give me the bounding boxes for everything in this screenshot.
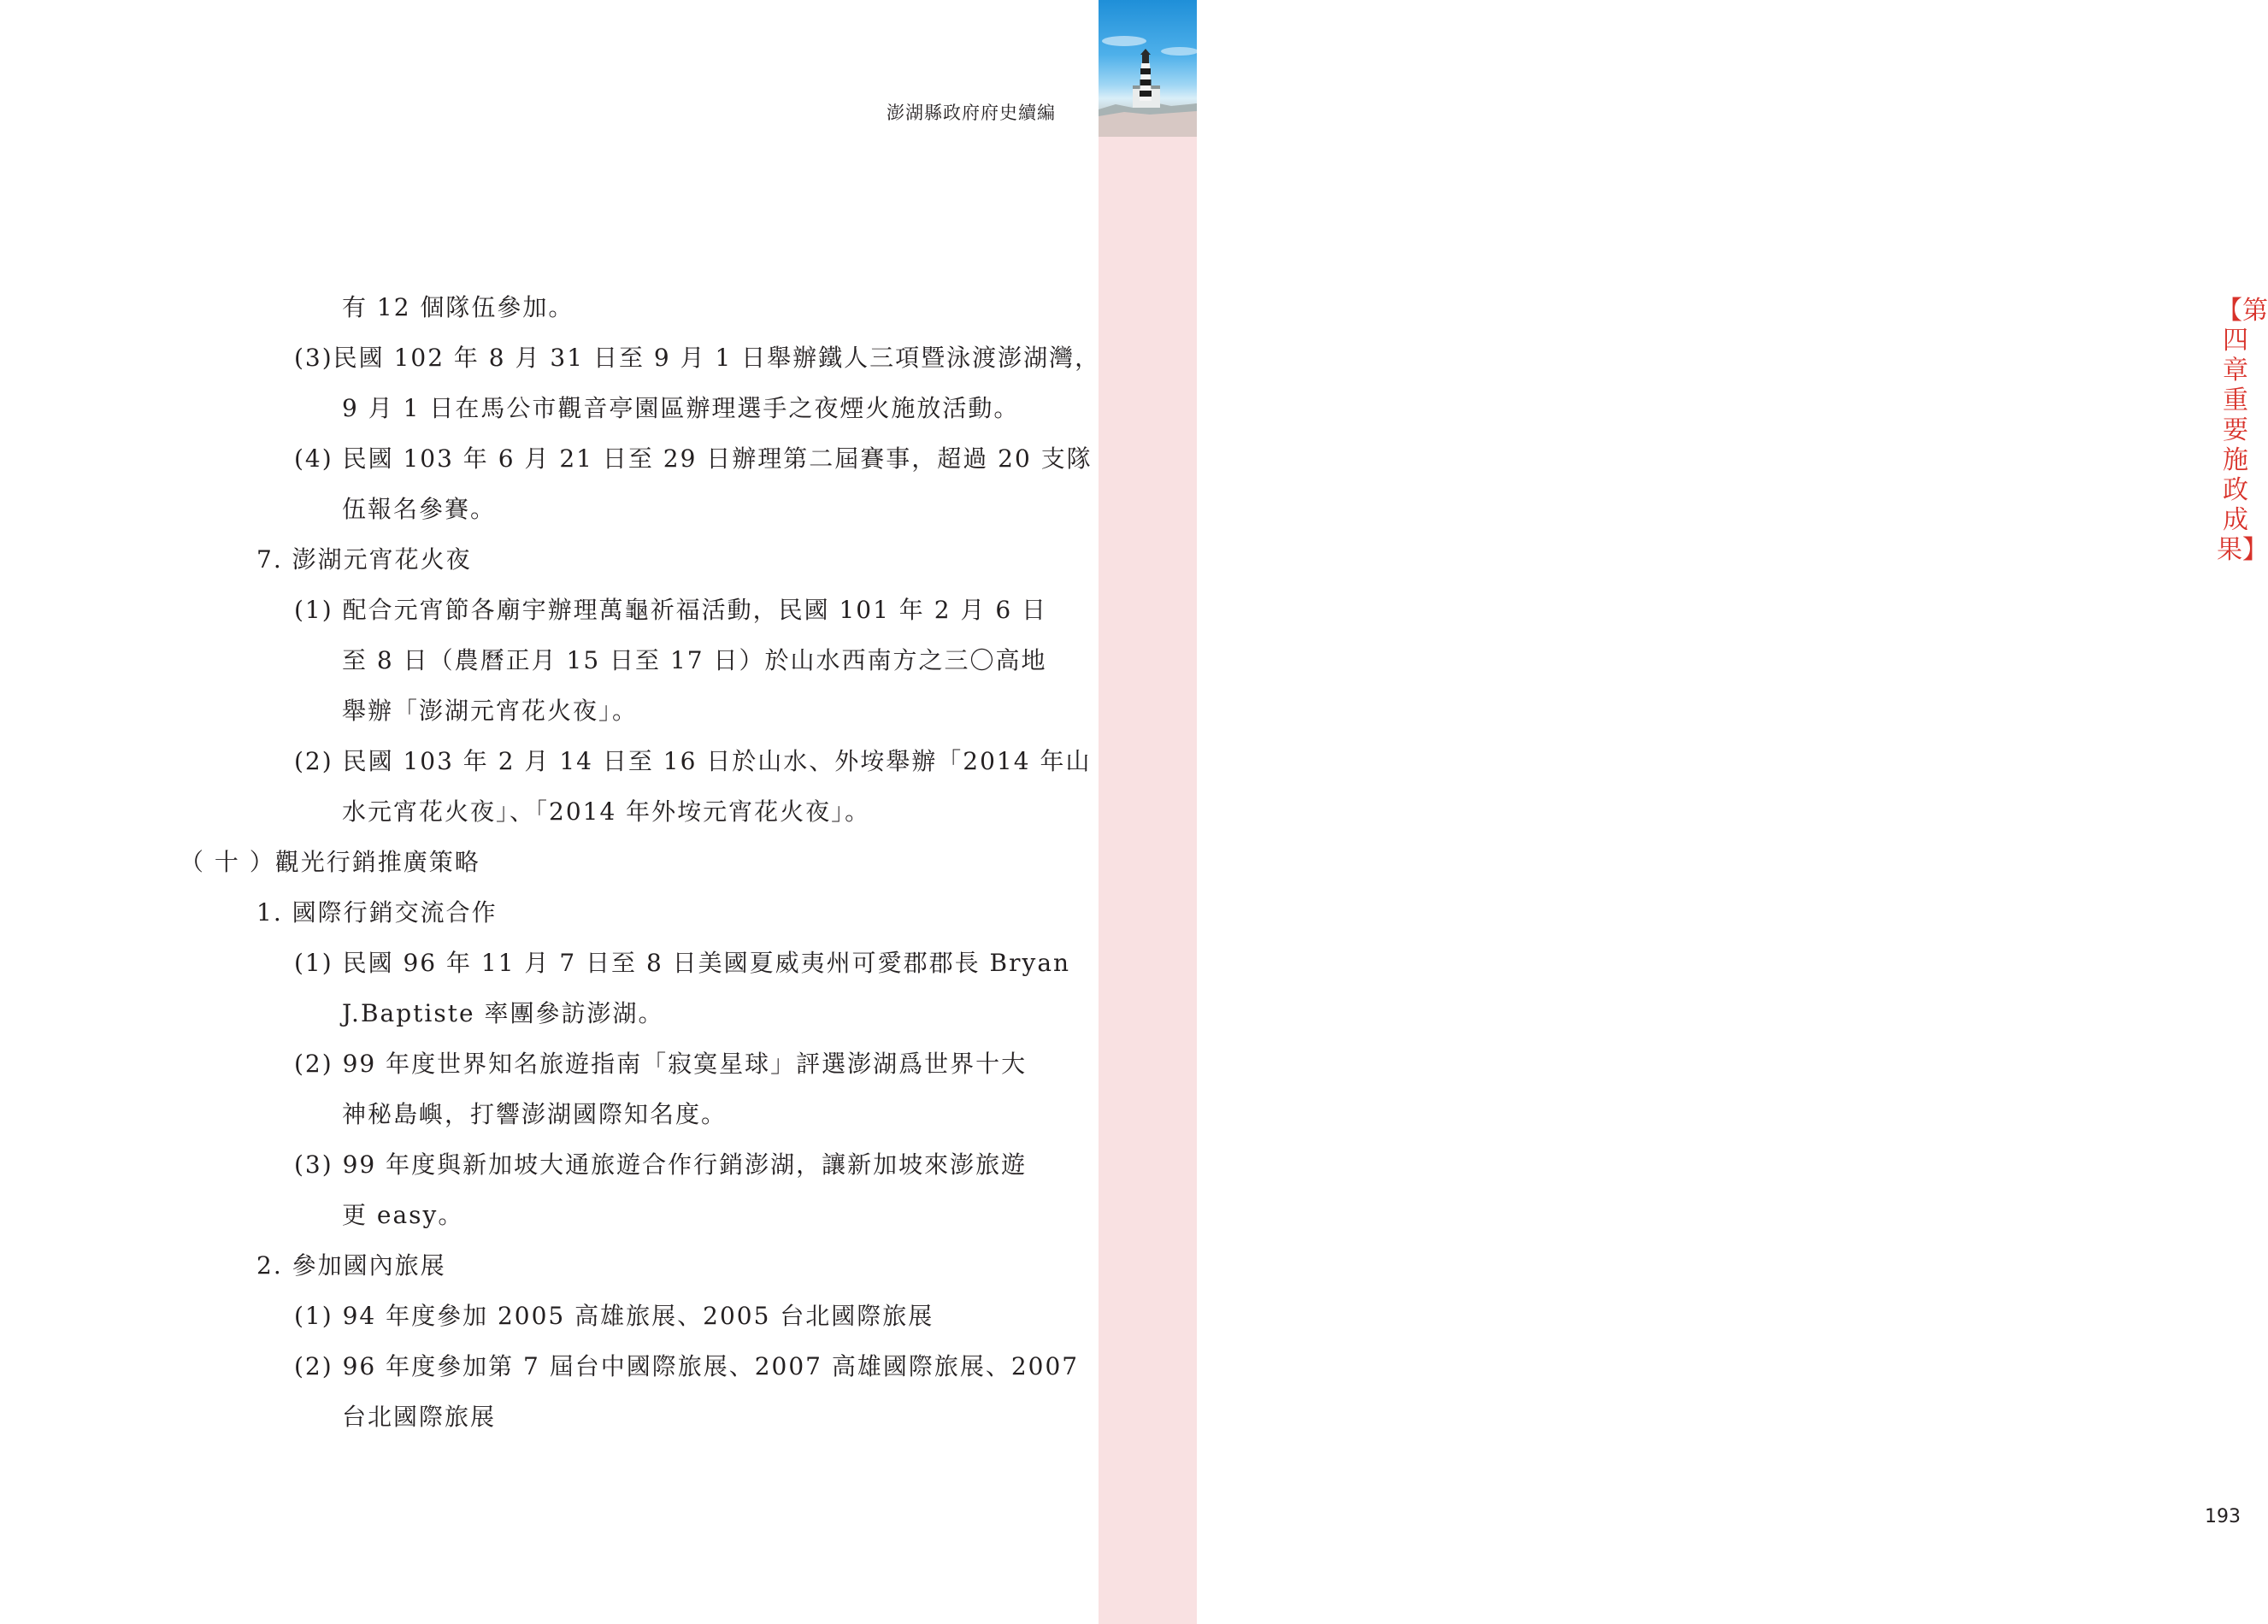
body-line: 有 12 個隊伍參加。 — [342, 293, 574, 321]
body-line: J.Baptiste 率團參訪澎湖。 — [342, 999, 664, 1027]
body-line: (1) 配合元宵節各廟宇辦理萬龜祈福活動，民國 101 年 2 月 6 日 — [294, 596, 1048, 624]
page-number: 193 — [2205, 1506, 2241, 1527]
body-line: (3)民國 102 年 8 月 31 日至 9 月 1 日舉辦鐵人三項暨泳渡澎湖灣， — [294, 344, 1101, 372]
page-body — [0, 0, 1099, 1624]
lighthouse-image — [1099, 0, 1197, 137]
body-line: 台北國際旅展 — [342, 1403, 497, 1431]
lighthouse-photo — [1099, 0, 1197, 137]
body-line: (1) 94 年度參加 2005 高雄旅展、2005 台北國際旅展 — [294, 1302, 934, 1330]
chapter-side-strip — [1099, 0, 2268, 1624]
chapter-section-heading: （ 十 ）觀光行銷推廣策略 — [180, 848, 480, 876]
body-line: (2) 民國 103 年 2 月 14 日至 16 日於山水、外垵舉辦「2014 年山 — [294, 747, 1092, 775]
body-line: 至 8 日（農曆正月 15 日至 17 日）於山水西南方之三〇高地 — [342, 646, 1047, 674]
section-heading: 2. 參加國內旅展 — [256, 1251, 446, 1280]
body-line: (4) 民國 103 年 6 月 21 日至 29 日辦理第二屆賽事，超過 20 支隊 — [294, 444, 1093, 473]
body-line: (1) 民國 96 年 11 月 7 日至 8 日美國夏威夷州可愛郡郡長 Bryan — [294, 949, 1071, 977]
running-header-title: 澎湖縣政府府史續編 — [887, 103, 1056, 123]
section-heading: 7. 澎湖元宵花火夜 — [256, 545, 472, 574]
body-line: (2) 96 年度參加第 7 屆台中國際旅展、2007 高雄國際旅展、2007 — [294, 1352, 1080, 1380]
section-heading: 1. 國際行銷交流合作 — [256, 898, 498, 927]
body-line: 9 月 1 日在馬公市觀音亭園區辦理選手之夜煙火施放活動。 — [342, 394, 1020, 422]
body-line: 伍報名參賽。 — [342, 495, 497, 523]
body-line: 舉辦「澎湖元宵花火夜」。 — [342, 697, 639, 725]
chapter-tab-label: 【第四章 重要施政成果】 — [2217, 296, 2268, 565]
body-line: 神秘島嶼，打響澎湖國際知名度。 — [342, 1100, 728, 1128]
body-line: (3) 99 年度與新加坡大通旅遊合作行銷澎湖，讓新加坡來澎旅遊 — [294, 1150, 1028, 1179]
body-line: 水元宵花火夜」、「2014 年外垵元宵花火夜」。 — [342, 797, 871, 826]
body-line: (2) 99 年度世界知名旅遊指南「寂寞星球」評選澎湖爲世界十大 — [294, 1050, 1028, 1078]
body-line: 更 easy。 — [342, 1201, 464, 1229]
